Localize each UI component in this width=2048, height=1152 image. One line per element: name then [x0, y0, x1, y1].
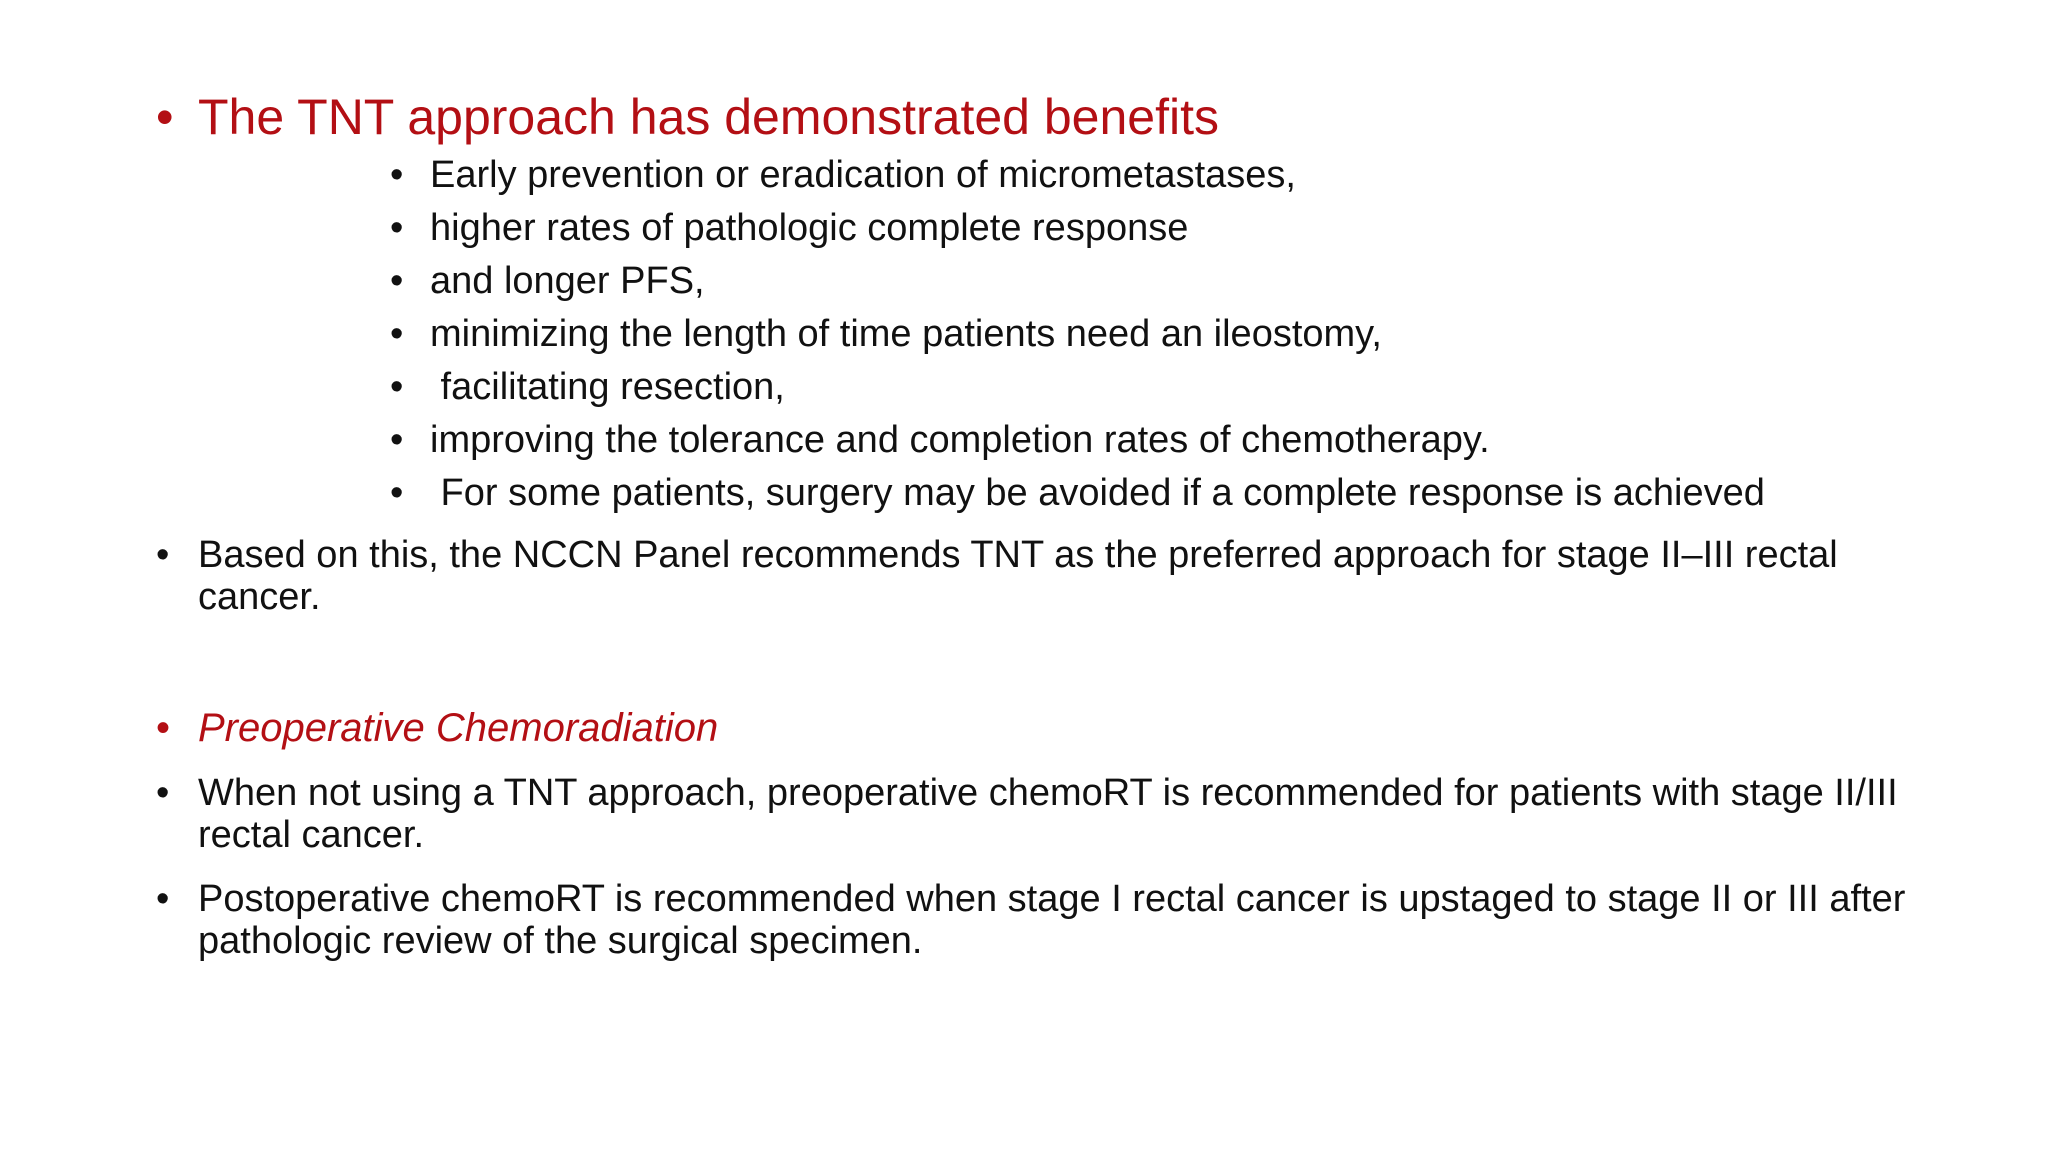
benefit-item	[390, 311, 1382, 357]
bullet-marker: •	[156, 534, 170, 576]
benefit-text: Early prevention or eradication of micrometastases,	[430, 154, 1296, 196]
chemoradiation-point	[156, 878, 1938, 962]
benefit-text: For some patients, surgery may be avoided if a complete response is achieved	[430, 472, 1765, 514]
bullet-marker: •	[390, 419, 404, 461]
bullet-marker: •	[390, 260, 404, 302]
benefit-text: and longer PFS,	[430, 260, 705, 302]
bullet-marker: •	[156, 878, 170, 920]
bullet-marker: •	[156, 89, 174, 145]
bullet-marker: •	[156, 772, 170, 814]
bullet-marker: •	[156, 706, 171, 750]
bullet-marker: •	[390, 366, 404, 408]
nccn-statement: Based on this, the NCCN Panel recommends TNT as the preferred approach for stage II–III rectal cancer.	[198, 534, 1838, 618]
benefit-item	[390, 364, 785, 410]
bullet-marker: •	[390, 207, 404, 249]
bullet-marker: •	[390, 154, 404, 196]
nccn-statement-bullet	[156, 534, 1938, 618]
heading-chemoradiation: Preoperative Chemoradiation	[198, 706, 719, 750]
benefit-text: improving the tolerance and completion rates of chemotherapy.	[430, 419, 1490, 461]
chemoradiation-text: Postoperative chemoRT is recommended when stage I rectal cancer is upstaged to stage II or III after pathologic review of the surgical specimen.	[198, 878, 1906, 962]
benefit-item	[390, 470, 1765, 516]
benefit-item	[390, 417, 1490, 463]
chemoradiation-text: When not using a TNT approach, preoperative chemoRT is recommended for patients with stage II/III rectal cancer.	[198, 772, 1898, 856]
benefit-item	[390, 152, 1296, 198]
benefit-text: higher rates of pathologic complete response	[430, 207, 1189, 249]
bullet-marker: •	[390, 313, 404, 355]
bullet-marker: •	[390, 472, 404, 514]
benefit-text: minimizing the length of time patients need an ileostomy,	[430, 313, 1382, 355]
heading-chemoradiation-bullet	[156, 704, 718, 752]
chemoradiation-point	[156, 772, 1938, 856]
benefit-text: facilitating resection,	[430, 366, 785, 408]
benefit-item	[390, 258, 705, 304]
heading-benefits: The TNT approach has demonstrated benefits	[198, 89, 1219, 145]
benefit-item	[390, 205, 1188, 251]
heading-benefits-bullet	[156, 88, 1898, 146]
